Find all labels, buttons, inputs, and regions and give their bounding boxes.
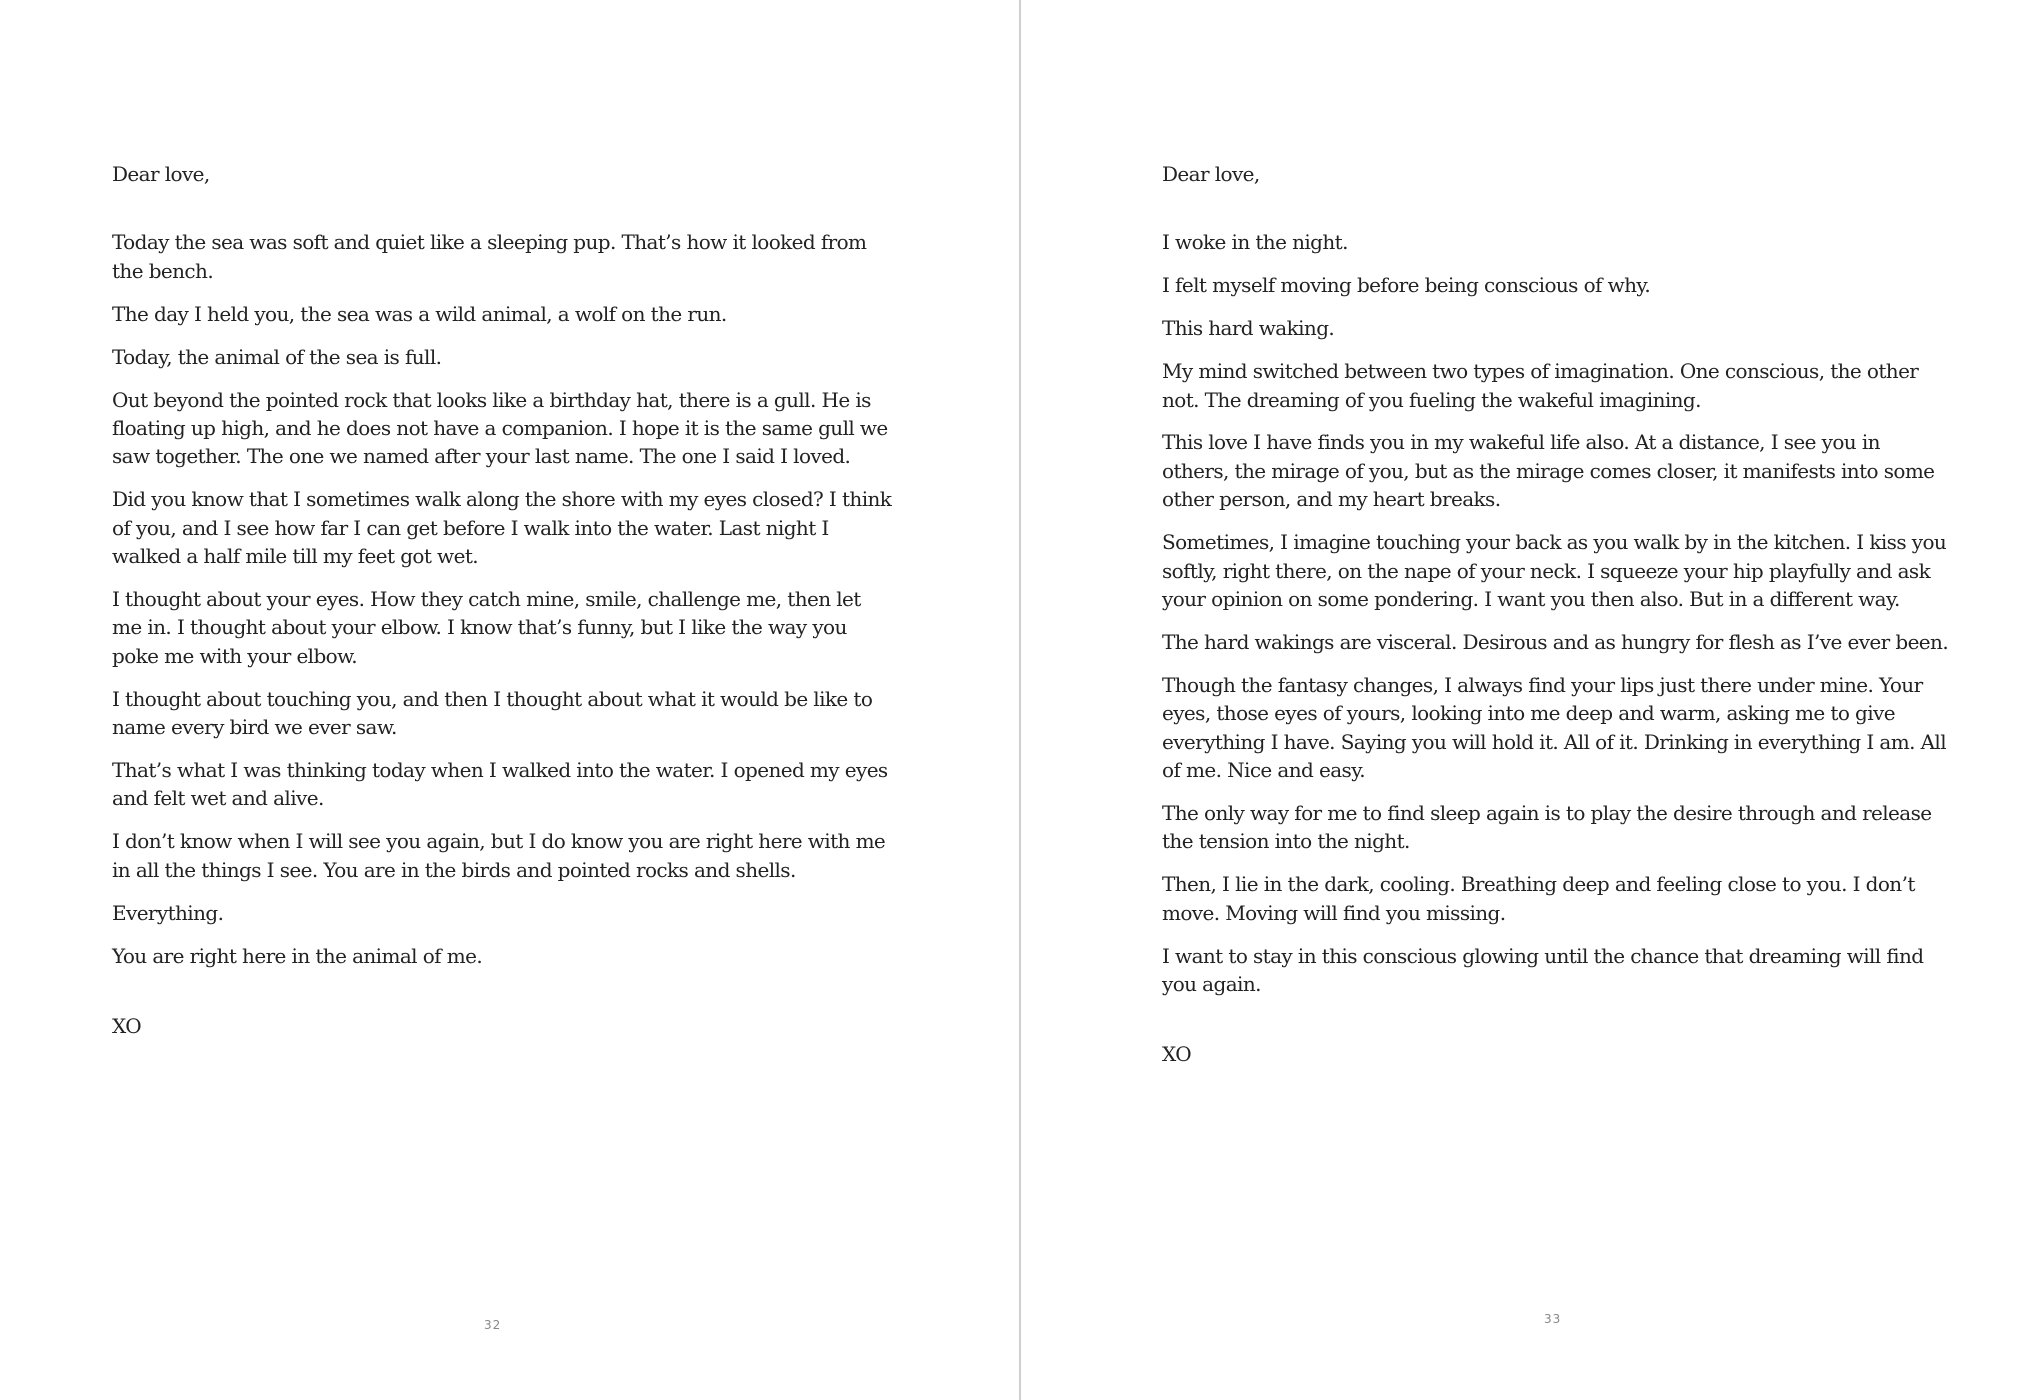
- signoff: XO: [1162, 1042, 1192, 1067]
- page-number: 32: [484, 1318, 502, 1332]
- page-number: 33: [1544, 1312, 1562, 1326]
- paragraph: Though the fantasy changes, I always find your lips just there under mine. Your eyes, those eyes of yours, looking into me deep and warm, asking me to give everything I have. Saying you will hold it. All of it. Drinking in everything I am. All of me. Nice and easy.: [1162, 672, 1947, 782]
- paragraph: I thought about your eyes. How they catch mine, smile, challenge me, then let me in. I thought about your elbow. I know that’s funny, but I like the way you poke me with your elbow.: [112, 586, 861, 668]
- left-page: [0, 0, 1019, 1400]
- paragraph: This hard waking.: [1162, 316, 1335, 341]
- paragraph: Sometimes, I imagine touching your back as you walk by in the kitchen. I kiss you softly, right there, on the nape of your neck. I squeeze your hip playfully and ask your opinion on some pondering. I want you then also. But in a different way.: [1162, 530, 1947, 611]
- paragraph: I woke in the night.: [1162, 230, 1348, 255]
- paragraph: I thought about touching you, and then I thought about what it would be like to name every bird we ever saw.: [112, 686, 873, 740]
- paragraph: I don’t know when I will see you again, but I do know you are right here with me in all the things I see. You are in the birds and pointed rocks and shells.: [112, 829, 886, 882]
- right-page: [1021, 0, 2039, 1400]
- paragraph: My mind switched between two types of imagination. One conscious, the other not. The dreaming of you fueling the wakeful imagining.: [1162, 359, 1919, 412]
- paragraph: That’s what I was thinking today when I walked into the water. I opened my eyes and felt wet and alive.: [112, 758, 888, 811]
- paragraph: The hard wakings are visceral. Desirous and as hungry for flesh as I’ve ever been.: [1162, 629, 1949, 654]
- paragraph: Today the sea was soft and quiet like a sleeping pup. That’s how it looked from the bench.: [112, 230, 867, 283]
- paragraph: The only way for me to find sleep again is to play the desire through and release the tension into the night.: [1162, 800, 1932, 854]
- paragraph: Then, I lie in the dark, cooling. Breathing deep and feeling close to you. I don’t move. Moving will find you missing.: [1162, 872, 1915, 925]
- salutation: Dear love,: [112, 162, 210, 186]
- paragraph: I want to stay in this conscious glowing until the chance that dreaming will find you again.: [1162, 943, 1924, 996]
- signoff: XO: [112, 1013, 142, 1038]
- paragraph: I felt myself moving before being conscious of why.: [1162, 273, 1651, 298]
- letter-right: [1162, 160, 1952, 1089]
- paragraph: Today, the animal of the sea is full.: [112, 344, 442, 369]
- paragraph: This love I have finds you in my wakeful life also. At a distance, I see you in others, the mirage of you, but as the mirage comes closer, it manifests into some other person, and my heart breaks.: [1162, 430, 1935, 512]
- paragraph: You are right here in the animal of me.: [112, 943, 483, 968]
- paragraph: Did you know that I sometimes walk along the shore with my eyes closed? I think of you, and I see how far I can get before I walk into the water. Last night I walked a half mile till my feet got wet.: [112, 487, 892, 569]
- paragraph: Everything.: [112, 900, 224, 925]
- letter-left: [112, 160, 892, 1060]
- paragraph: The day I held you, the sea was a wild animal, a wolf on the run.: [112, 301, 727, 326]
- salutation: Dear love,: [1162, 162, 1260, 186]
- paragraph: Out beyond the pointed rock that looks like a birthday hat, there is a gull. He is floating up high, and he does not have a companion. I hope it is the same gull we saw together. The one we named after your last name. The one I said I loved.: [112, 387, 888, 469]
